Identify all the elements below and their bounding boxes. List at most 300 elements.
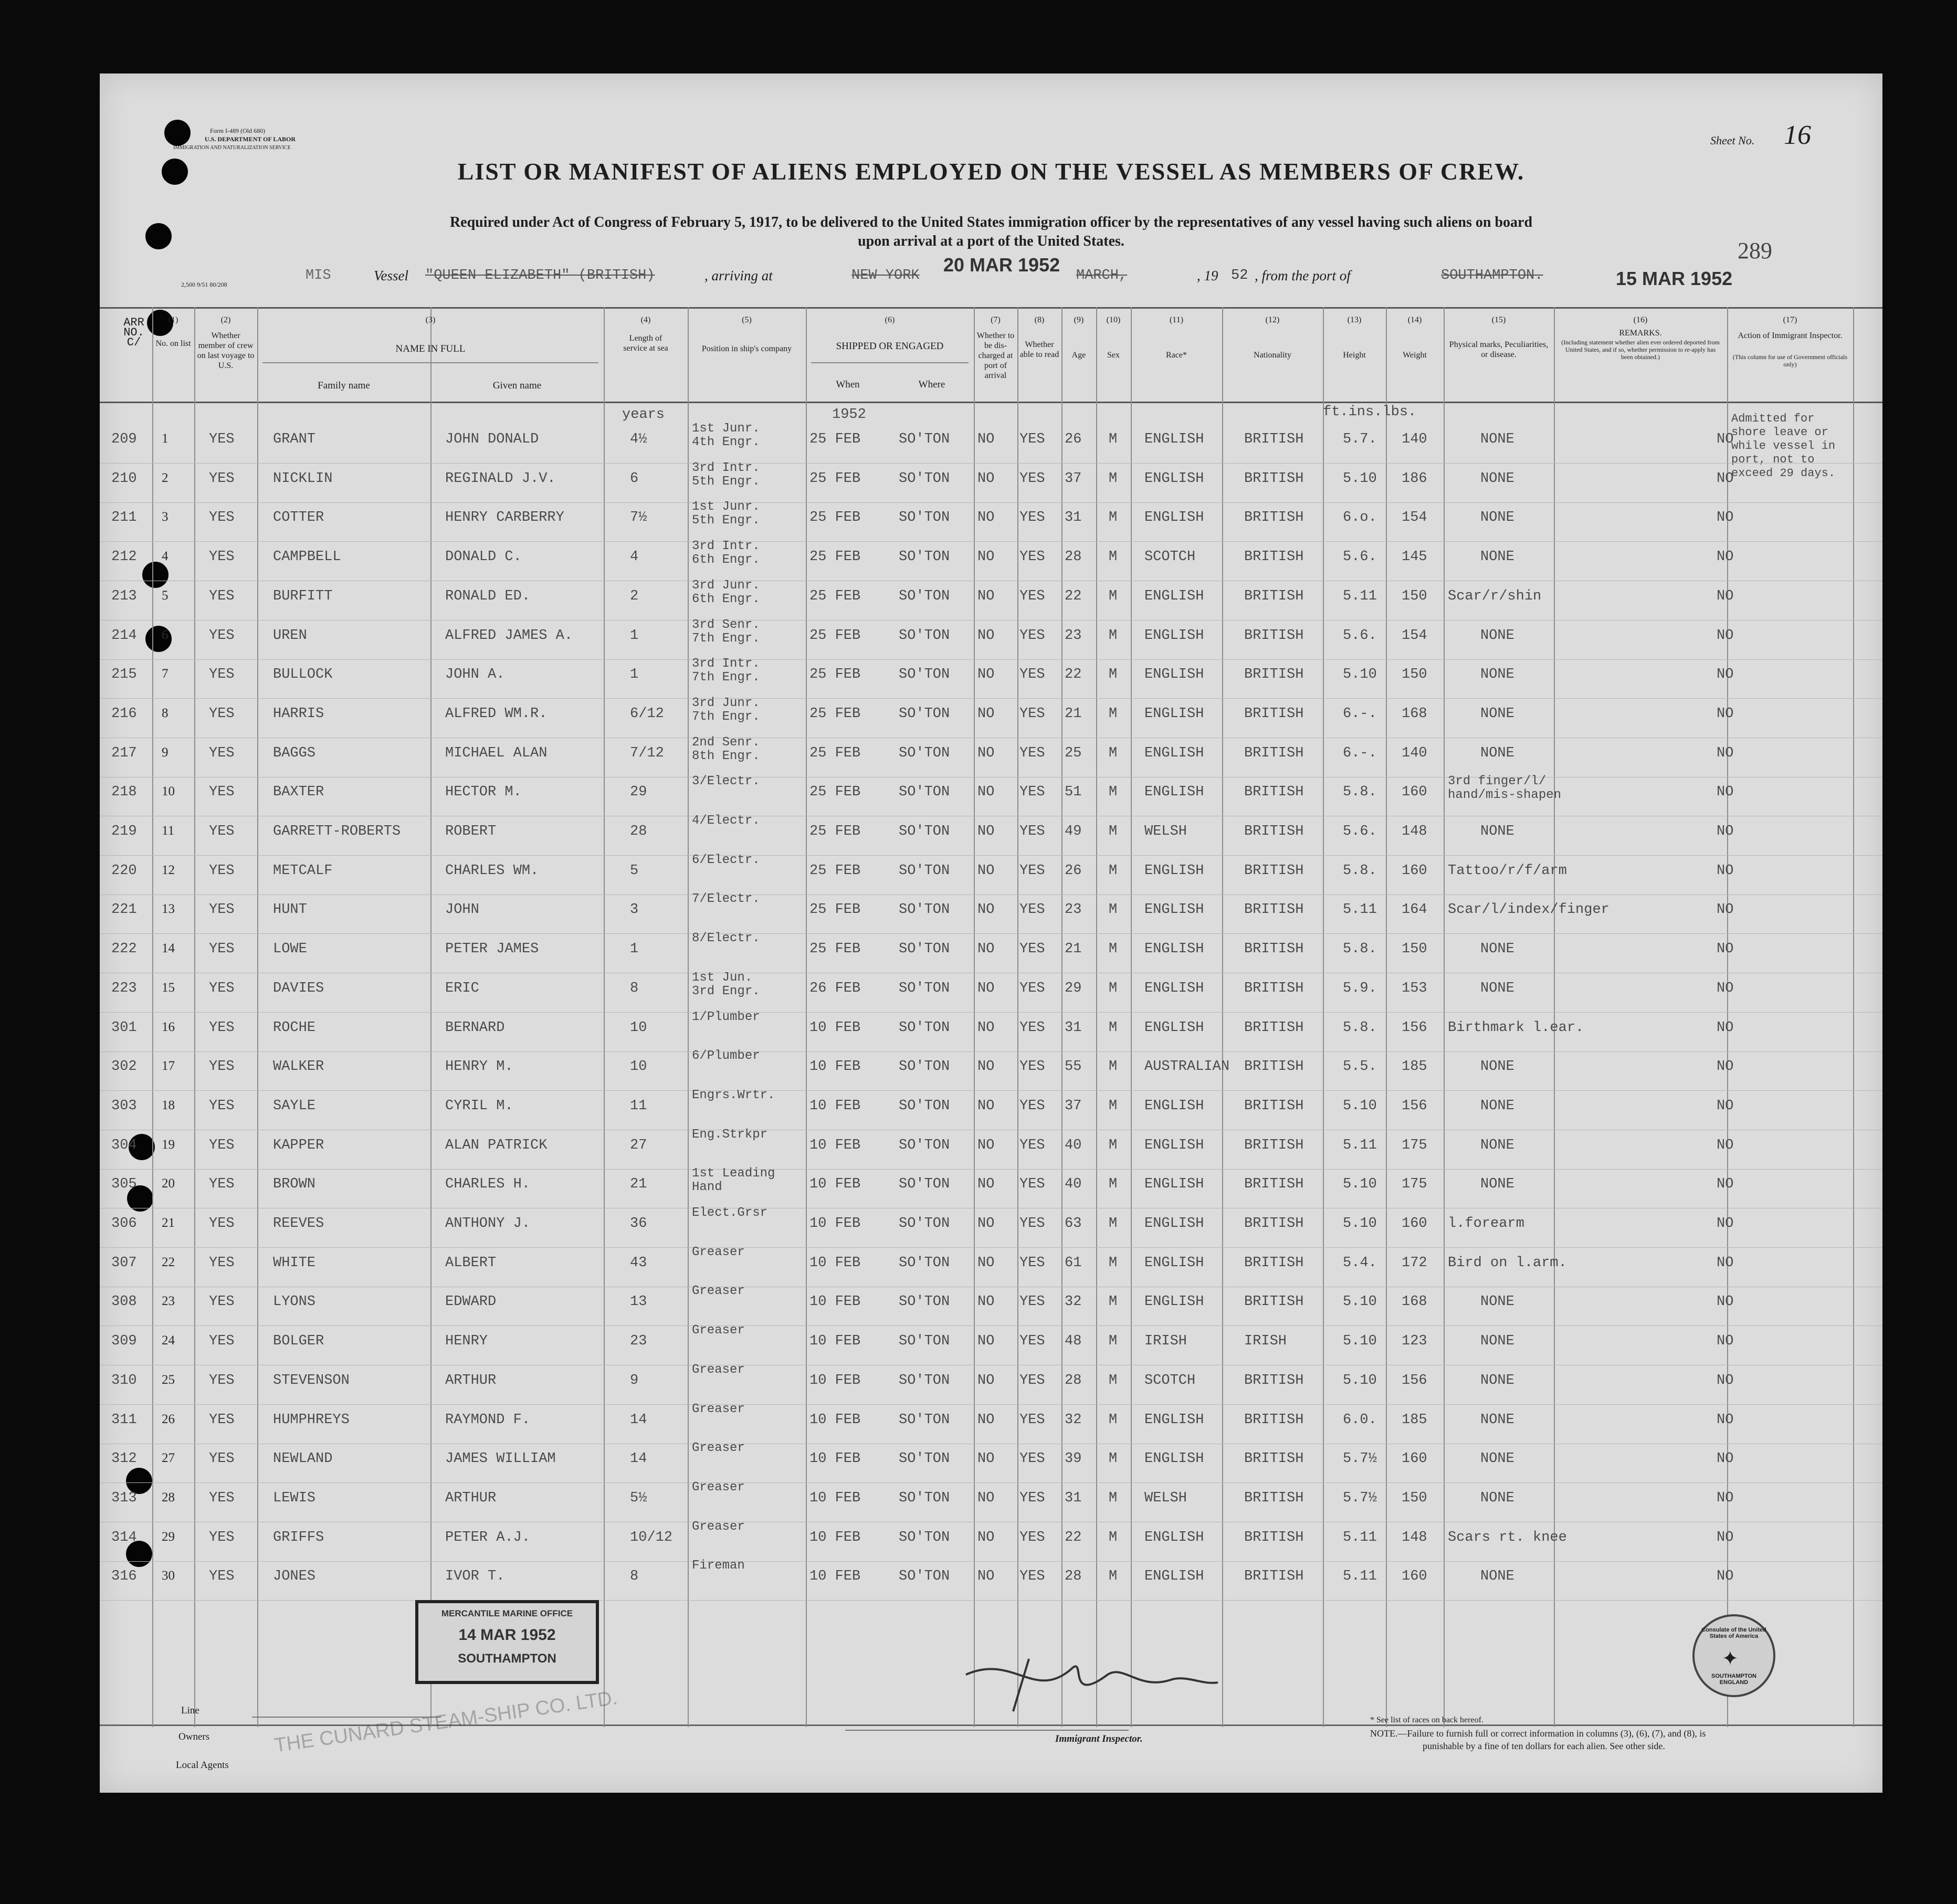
- arr-number: 314: [111, 1529, 137, 1545]
- last-voyage: YES: [209, 902, 235, 918]
- remarks: NO: [1717, 1098, 1734, 1114]
- arr-number: 223: [111, 980, 137, 996]
- list-number: 16: [162, 1019, 175, 1034]
- list-number: 18: [162, 1098, 175, 1112]
- arr-number: 301: [111, 1019, 137, 1036]
- header-col5-number: (5): [742, 315, 752, 324]
- list-number: 23: [162, 1294, 175, 1309]
- sex: M: [1109, 824, 1118, 839]
- remarks: NO: [1717, 1451, 1734, 1467]
- age: 25: [1065, 745, 1082, 761]
- sex: M: [1109, 1059, 1118, 1075]
- table-row: [100, 1284, 1882, 1327]
- sex: M: [1109, 706, 1118, 722]
- table-row: [100, 1362, 1882, 1405]
- race: ENGLISH: [1144, 627, 1204, 644]
- arr-number: 303: [111, 1098, 137, 1114]
- last-voyage: YES: [209, 549, 235, 565]
- row-rule: [100, 855, 1882, 856]
- to-be-discharged: NO: [977, 510, 995, 526]
- given-name: CHARLES H.: [445, 1176, 531, 1193]
- weight: 140: [1402, 745, 1427, 761]
- physical-marks: NONE: [1480, 1294, 1514, 1310]
- service-years: 10/12: [630, 1529, 673, 1545]
- family-name: WALKER: [273, 1059, 324, 1075]
- shipped-when: 25 FEB: [809, 862, 861, 879]
- to-be-discharged: NO: [977, 432, 995, 447]
- arr-number: 215: [111, 667, 137, 683]
- height: 5.11: [1343, 902, 1377, 918]
- given-name: CYRIL M.: [445, 1098, 513, 1114]
- last-voyage: YES: [209, 980, 235, 996]
- shipped-when: 25 FEB: [809, 784, 861, 801]
- list-number: 13: [162, 902, 175, 917]
- shipped-when: 25 FEB: [809, 510, 861, 526]
- given-name: PETER JAMES: [445, 941, 539, 958]
- to-be-discharged: NO: [977, 1333, 995, 1350]
- last-voyage: YES: [209, 824, 235, 839]
- weight: 123: [1402, 1333, 1427, 1350]
- shipped-where: SO'TON: [899, 470, 950, 487]
- service-years: 36: [630, 1216, 647, 1232]
- remarks: NO: [1717, 1059, 1734, 1075]
- shipped-when: 10 FEB: [809, 1059, 861, 1075]
- shipped-where: SO'TON: [899, 941, 950, 958]
- to-be-discharged: NO: [977, 1255, 995, 1271]
- list-number: 8: [162, 706, 169, 720]
- header-col5: Position in ship's company: [701, 344, 792, 353]
- remarks: NO: [1717, 784, 1734, 801]
- family-name: ROCHE: [273, 1019, 316, 1036]
- service-years: 8: [630, 980, 639, 996]
- race: WELSH: [1144, 1490, 1187, 1506]
- height: 5.10: [1343, 1372, 1377, 1388]
- physical-marks: NONE: [1480, 510, 1514, 526]
- header-col3: NAME IN FULL: [395, 343, 466, 354]
- position: 1st Leading Hand: [692, 1166, 775, 1195]
- age: 28: [1065, 1569, 1082, 1585]
- arr-number: 316: [111, 1569, 137, 1585]
- age: 22: [1065, 588, 1082, 604]
- shipped-where: SO'TON: [899, 824, 950, 839]
- shipped-where: SO'TON: [899, 627, 950, 644]
- given-name: HENRY M.: [445, 1059, 513, 1075]
- weight: 156: [1402, 1372, 1427, 1388]
- remarks: NO: [1717, 980, 1734, 996]
- header-col16: REMARKS.: [1619, 329, 1662, 338]
- weight: 175: [1402, 1137, 1427, 1153]
- position: 7/Electr.: [692, 892, 760, 907]
- shipped-where: SO'TON: [899, 1490, 950, 1506]
- list-number: 24: [162, 1333, 175, 1348]
- page-title: LIST OR MANIFEST OF ALIENS EMPLOYED ON THE VESSEL AS MEMBERS OF CREW.: [457, 158, 1525, 185]
- row-rule: [100, 1051, 1882, 1052]
- last-voyage: YES: [209, 667, 235, 683]
- position: 1st Junr. 5th Engr.: [692, 500, 760, 528]
- given-name: BERNARD: [445, 1019, 505, 1036]
- header-col15-number: (15): [1491, 315, 1506, 324]
- table-row: [100, 1166, 1882, 1209]
- last-voyage: YES: [209, 706, 235, 722]
- to-be-discharged: NO: [977, 667, 995, 683]
- family-name: HUNT: [273, 902, 307, 918]
- age: 40: [1065, 1137, 1082, 1153]
- header-family-name: Family name: [318, 380, 370, 391]
- nationality: BRITISH: [1244, 1529, 1304, 1545]
- physical-marks: Birthmark l.ear.: [1448, 1019, 1584, 1036]
- arr-number: 212: [111, 549, 137, 565]
- header-col2: Whether member of crew on last voyage to U.S.: [197, 331, 255, 370]
- list-number: 12: [162, 862, 175, 877]
- physical-marks: NONE: [1480, 627, 1514, 644]
- row-rule: [100, 659, 1882, 660]
- shipped-where: SO'TON: [899, 1176, 950, 1193]
- to-be-discharged: NO: [977, 470, 995, 487]
- nationality: BRITISH: [1244, 1255, 1304, 1271]
- position: 3rd Junr. 6th Engr.: [692, 578, 760, 606]
- nationality: BRITISH: [1244, 549, 1304, 565]
- last-voyage: YES: [209, 1216, 235, 1232]
- remarks: NO: [1717, 1372, 1734, 1388]
- list-number: 21: [162, 1216, 175, 1230]
- given-name: EDWARD: [445, 1294, 497, 1310]
- shipped-where: SO'TON: [899, 1059, 950, 1075]
- sheet-number: 16: [1784, 120, 1811, 150]
- position: Fireman: [692, 1559, 745, 1573]
- shipped-where: SO'TON: [899, 1019, 950, 1036]
- to-be-discharged: NO: [977, 1451, 995, 1467]
- family-name: JONES: [273, 1569, 316, 1585]
- race: ENGLISH: [1144, 980, 1204, 996]
- position: Greaser: [692, 1402, 745, 1416]
- position: 3rd Intr. 6th Engr.: [692, 539, 760, 567]
- arr-number: 220: [111, 862, 137, 879]
- crew-table: [100, 307, 1882, 1727]
- nationality: BRITISH: [1244, 862, 1304, 879]
- weight: 172: [1402, 1255, 1427, 1271]
- age: 40: [1065, 1176, 1082, 1193]
- family-name: KAPPER: [273, 1137, 324, 1153]
- service-years: 10: [630, 1019, 647, 1036]
- given-name: ALFRED JAMES A.: [445, 627, 573, 644]
- race: ENGLISH: [1144, 1529, 1204, 1545]
- weight: 160: [1402, 784, 1427, 801]
- race: ENGLISH: [1144, 1255, 1204, 1271]
- race: WELSH: [1144, 824, 1187, 839]
- list-number: 30: [162, 1569, 175, 1583]
- shipped-when: 25 FEB: [809, 706, 861, 722]
- sex: M: [1109, 667, 1118, 683]
- remarks: NO: [1717, 588, 1734, 604]
- last-voyage: YES: [209, 1569, 235, 1585]
- race: ENGLISH: [1144, 432, 1204, 447]
- arr-number: 305: [111, 1176, 137, 1193]
- given-name: ERIC: [445, 980, 479, 996]
- remarks: NO: [1717, 1529, 1734, 1545]
- age: 63: [1065, 1216, 1082, 1232]
- to-be-discharged: NO: [977, 1569, 995, 1585]
- last-voyage: YES: [209, 470, 235, 487]
- able-to-read: YES: [1019, 1176, 1045, 1193]
- age: 28: [1065, 1372, 1082, 1388]
- table-row: [100, 1441, 1882, 1484]
- to-be-discharged: NO: [977, 862, 995, 879]
- age: 22: [1065, 1529, 1082, 1545]
- to-be-discharged: NO: [977, 1529, 995, 1545]
- race: SCOTCH: [1144, 549, 1196, 565]
- print-code: 2,500 9/51 80/208: [181, 281, 227, 288]
- list-number: 15: [162, 980, 175, 995]
- shipped-when: 10 FEB: [809, 1137, 861, 1153]
- nationality: BRITISH: [1244, 941, 1304, 958]
- service-years: 23: [630, 1333, 647, 1350]
- given-name: JAMES WILLIAM: [445, 1451, 556, 1467]
- physical-marks: NONE: [1480, 1098, 1514, 1114]
- family-name: LOWE: [273, 941, 307, 958]
- family-name: GRANT: [273, 432, 316, 447]
- given-name: ALBERT: [445, 1255, 497, 1271]
- position: Greaser: [692, 1362, 745, 1377]
- list-number: 27: [162, 1451, 175, 1466]
- able-to-read: YES: [1019, 667, 1045, 683]
- position: 1/Plumber: [692, 1009, 760, 1024]
- header-col8-number: (8): [1034, 315, 1045, 324]
- sheet-label: Sheet No.: [1710, 134, 1755, 147]
- to-be-discharged: NO: [977, 902, 995, 918]
- nationality: BRITISH: [1244, 1059, 1304, 1075]
- to-be-discharged: NO: [977, 784, 995, 801]
- header-col3-number: (3): [425, 315, 436, 324]
- able-to-read: YES: [1019, 588, 1045, 604]
- able-to-read: YES: [1019, 1137, 1045, 1153]
- remarks: NO: [1717, 549, 1734, 565]
- position: Greaser: [692, 1519, 745, 1534]
- shipped-when: 25 FEB: [809, 745, 861, 761]
- arr-number: 306: [111, 1216, 137, 1232]
- height: 5.6.: [1343, 549, 1377, 565]
- position: 4/Electr.: [692, 814, 760, 828]
- position: 3rd Intr. 7th Engr.: [692, 657, 760, 685]
- to-be-discharged: NO: [977, 1294, 995, 1310]
- remarks: NO: [1717, 1490, 1734, 1506]
- sex: M: [1109, 1137, 1118, 1153]
- list-number: 4: [162, 549, 169, 564]
- able-to-read: YES: [1019, 1019, 1045, 1036]
- race: IRISH: [1144, 1333, 1187, 1350]
- to-be-discharged: NO: [977, 1216, 995, 1232]
- mis-mark: MIS: [306, 268, 331, 283]
- weight: 185: [1402, 1412, 1427, 1428]
- nationality: BRITISH: [1244, 1176, 1304, 1193]
- header-col11-number: (11): [1169, 315, 1184, 324]
- remarks: NO: [1717, 627, 1734, 644]
- physical-marks: NONE: [1480, 706, 1514, 722]
- nationality: BRITISH: [1244, 902, 1304, 918]
- height: 5.6.: [1343, 627, 1377, 644]
- shipped-when: 26 FEB: [809, 980, 861, 996]
- header-col17-number: (17): [1783, 315, 1797, 324]
- height: 5.11: [1343, 1137, 1377, 1153]
- age: 32: [1065, 1294, 1082, 1310]
- shipped-where: SO'TON: [899, 902, 950, 918]
- shipped-year: 1952: [832, 407, 866, 423]
- header-col1-number: (1): [168, 315, 178, 324]
- physical-marks: Bird on l.arm.: [1448, 1255, 1567, 1271]
- shipped-when: 10 FEB: [809, 1333, 861, 1350]
- header-col4-number: (4): [640, 315, 651, 324]
- arr-number: 214: [111, 627, 137, 644]
- age: 23: [1065, 902, 1082, 918]
- given-name: HECTOR M.: [445, 784, 522, 801]
- last-voyage: YES: [209, 1372, 235, 1388]
- footer-line-label: Line: [181, 1705, 199, 1716]
- row-rule: [100, 1404, 1882, 1405]
- last-voyage: YES: [209, 1490, 235, 1506]
- remarks: NO: [1717, 667, 1734, 683]
- physical-marks: NONE: [1480, 1412, 1514, 1428]
- weight: 160: [1402, 1216, 1427, 1232]
- list-number: 11: [162, 824, 175, 838]
- family-name: LYONS: [273, 1294, 316, 1310]
- row-rule: [100, 1090, 1882, 1091]
- last-voyage: YES: [209, 1098, 235, 1114]
- service-years: 11: [630, 1098, 647, 1114]
- eagle-icon: ✦: [1722, 1648, 1739, 1670]
- arr-number: 217: [111, 745, 137, 761]
- family-name: BAGGS: [273, 745, 316, 761]
- arr-number: 304: [111, 1137, 137, 1153]
- age: 51: [1065, 784, 1082, 801]
- row-rule: [100, 541, 1882, 542]
- arr-number: 218: [111, 784, 137, 801]
- remarks: NO: [1717, 1333, 1734, 1350]
- position: Greaser: [692, 1441, 745, 1456]
- given-name: ARTHUR: [445, 1372, 497, 1388]
- family-name: METCALF: [273, 862, 333, 879]
- physical-marks: NONE: [1480, 432, 1514, 447]
- remarks: NO: [1717, 1176, 1734, 1193]
- nationality: BRITISH: [1244, 667, 1304, 683]
- service-years: 29: [630, 784, 647, 801]
- list-number: 1: [162, 432, 169, 446]
- header-col10: Sex: [1107, 351, 1120, 360]
- able-to-read: YES: [1019, 470, 1045, 487]
- nationality: BRITISH: [1244, 1294, 1304, 1310]
- physical-marks: NONE: [1480, 549, 1514, 565]
- table-row: [100, 422, 1882, 464]
- family-name: WHITE: [273, 1255, 316, 1271]
- shipped-when: 10 FEB: [809, 1176, 861, 1193]
- inspector-admission-note: Admitted for shore leave or while vessel in port, not to exceed 29 days.: [1731, 412, 1836, 480]
- race: ENGLISH: [1144, 667, 1204, 683]
- sex: M: [1109, 588, 1118, 604]
- to-be-discharged: NO: [977, 1372, 995, 1388]
- service-years: 9: [630, 1372, 639, 1388]
- sex: M: [1109, 1098, 1118, 1114]
- height: 5.10: [1343, 1216, 1377, 1232]
- shipped-where: SO'TON: [899, 432, 950, 447]
- service-years: 13: [630, 1294, 647, 1310]
- given-name: REGINALD J.V.: [445, 470, 556, 487]
- race: ENGLISH: [1144, 588, 1204, 604]
- physical-marks: NONE: [1480, 1059, 1514, 1075]
- departure-port: SOUTHAMPTON.: [1441, 268, 1543, 283]
- physical-marks: Scars rt. knee: [1448, 1529, 1567, 1545]
- nationality: BRITISH: [1244, 745, 1304, 761]
- given-name: ROBERT: [445, 824, 497, 839]
- age: 32: [1065, 1412, 1082, 1428]
- last-voyage: YES: [209, 1019, 235, 1036]
- race: AUSTRALIAN: [1144, 1059, 1230, 1075]
- family-name: CAMPBELL: [273, 549, 341, 565]
- service-years: 7/12: [630, 745, 664, 761]
- table-row: [100, 1245, 1882, 1288]
- age: 37: [1065, 470, 1082, 487]
- table-row: [100, 1402, 1882, 1445]
- position: 3/Electr.: [692, 774, 760, 789]
- table-row: [100, 1480, 1882, 1523]
- arrival-month: MARCH,: [1076, 268, 1128, 283]
- position: Greaser: [692, 1245, 745, 1259]
- table-row: [100, 1206, 1882, 1248]
- height: 5.7½: [1343, 1490, 1377, 1506]
- given-name: RAYMOND F.: [445, 1412, 531, 1428]
- shipped-where: SO'TON: [899, 706, 950, 722]
- list-number: 28: [162, 1490, 175, 1505]
- header-col12-number: (12): [1265, 315, 1280, 324]
- last-voyage: YES: [209, 432, 235, 447]
- arr-number: 222: [111, 941, 137, 958]
- able-to-read: YES: [1019, 824, 1045, 839]
- able-to-read: YES: [1019, 1333, 1045, 1350]
- header-col4: Length of service at sea: [623, 334, 668, 353]
- list-number: 2: [162, 470, 169, 485]
- shipped-when: 25 FEB: [809, 627, 861, 644]
- position: Greaser: [692, 1323, 745, 1338]
- last-voyage: YES: [209, 1451, 235, 1467]
- inspector-signature: [950, 1643, 1223, 1717]
- nationality: BRITISH: [1244, 1019, 1304, 1036]
- sex: M: [1109, 470, 1118, 487]
- nationality: BRITISH: [1244, 1412, 1304, 1428]
- sex: M: [1109, 549, 1118, 565]
- race: ENGLISH: [1144, 784, 1204, 801]
- row-rule: [100, 698, 1882, 699]
- race: ENGLISH: [1144, 1412, 1204, 1428]
- remarks: NO: [1717, 1137, 1734, 1153]
- physical-marks: NONE: [1480, 1333, 1514, 1350]
- measurement-units: ft.ins.lbs.: [1323, 404, 1417, 420]
- last-voyage: YES: [209, 510, 235, 526]
- sex: M: [1109, 1294, 1118, 1310]
- nationality: BRITISH: [1244, 1569, 1304, 1585]
- position: Eng.Strkpr: [692, 1127, 768, 1142]
- height: 5.6.: [1343, 824, 1377, 839]
- physical-marks: Tattoo/r/f/arm: [1448, 862, 1567, 879]
- vessel-label: Vessel: [374, 268, 408, 283]
- family-name: NICKLIN: [273, 470, 333, 487]
- family-name: NEWLAND: [273, 1451, 333, 1467]
- weight: 150: [1402, 1490, 1427, 1506]
- arrival-year: 52: [1231, 268, 1248, 283]
- height: 5.8.: [1343, 862, 1377, 879]
- arr-number: 312: [111, 1451, 137, 1467]
- table-row: [100, 892, 1882, 934]
- able-to-read: YES: [1019, 1490, 1045, 1506]
- to-be-discharged: NO: [977, 1176, 995, 1193]
- family-name: GRIFFS: [273, 1529, 324, 1545]
- given-name: JOHN A.: [445, 667, 505, 683]
